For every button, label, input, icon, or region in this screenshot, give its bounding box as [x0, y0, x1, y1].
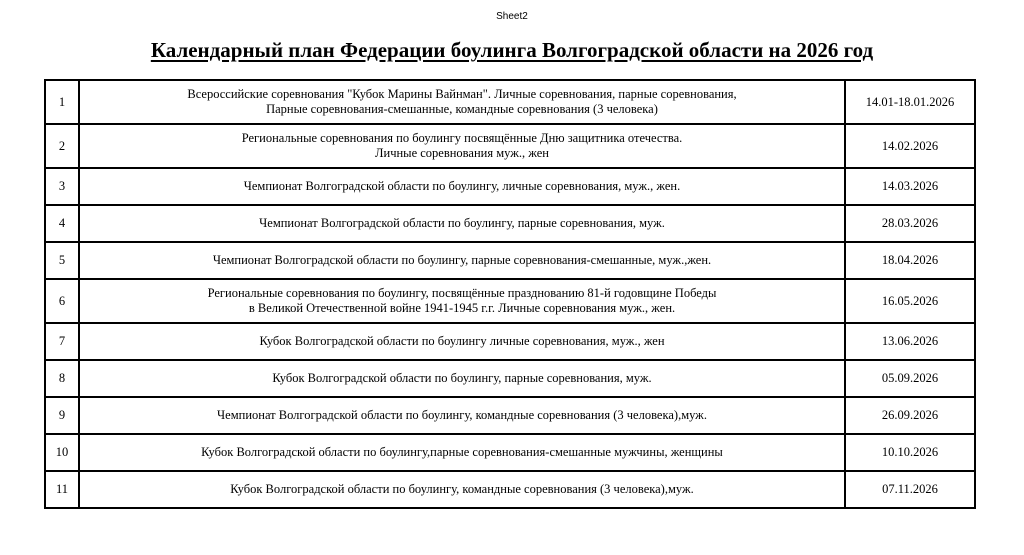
event-title-line: Региональные соревнования по боулингу посвящённые Дню защитника отечества. [241, 131, 683, 145]
table-row [45, 279, 975, 323]
event-title-line: Чемпионат Волгоградской области по боулингу, командные соревнования (3 человека),муж. [217, 408, 707, 422]
event-title [79, 471, 845, 508]
table-row [45, 434, 975, 471]
event-date: 16.05.2026 [845, 279, 975, 323]
event-date: 18.04.2026 [845, 242, 975, 279]
event-number: 4 [45, 205, 79, 242]
event-schedule-table [44, 79, 976, 509]
table-row [45, 205, 975, 242]
event-date: 13.06.2026 [845, 323, 975, 360]
event-date: 10.10.2026 [845, 434, 975, 471]
event-number: 7 [45, 323, 79, 360]
sheet-label: Sheet2 [496, 11, 528, 22]
event-date: 07.11.2026 [845, 471, 975, 508]
table-row [45, 397, 975, 434]
event-number: 11 [45, 471, 79, 508]
event-title-line: Кубок Волгоградской области по боулингу, парные соревнования, муж. [272, 371, 652, 385]
event-title [79, 323, 845, 360]
event-date: 14.03.2026 [845, 168, 975, 205]
event-date: 26.09.2026 [845, 397, 975, 434]
event-number: 1 [45, 80, 79, 124]
event-title-line: Кубок Волгоградской области по боулингу личные соревнования, муж., жен [259, 334, 665, 348]
event-number: 6 [45, 279, 79, 323]
event-title-line: в Великой Отечественной войне 1941-1945 г.г. Личные соревнования муж., жен. [248, 301, 676, 315]
event-title [79, 434, 845, 471]
event-title-line: Личные соревнования муж., жен [375, 146, 549, 160]
event-title [79, 397, 845, 434]
event-number: 9 [45, 397, 79, 434]
event-title [79, 124, 845, 168]
event-title [79, 80, 845, 124]
event-title-line: Региональные соревнования по боулингу, посвящённые празднованию 81-й годовщине Победы [207, 286, 717, 300]
event-title-line: Всероссийские соревнования "Кубок Марины Вайнман". Личные соревнования, парные соревнования, [187, 87, 737, 101]
event-number: 8 [45, 360, 79, 397]
table-row [45, 124, 975, 168]
event-title-line: Чемпионат Волгоградской области по боулингу, парные соревнования-смешанные, муж.,жен. [212, 253, 712, 267]
event-number: 10 [45, 434, 79, 471]
event-number: 2 [45, 124, 79, 168]
event-date: 14.01-18.01.2026 [845, 80, 975, 124]
event-date: 28.03.2026 [845, 205, 975, 242]
event-title [79, 168, 845, 205]
event-date: 14.02.2026 [845, 124, 975, 168]
event-title-line: Кубок Волгоградской области по боулингу,парные соревнования-смешанные мужчины, женщины [201, 445, 723, 459]
table-row [45, 471, 975, 508]
event-number: 5 [45, 242, 79, 279]
event-title [79, 279, 845, 323]
event-title-line: Чемпионат Волгоградской области по боулингу, личные соревнования, муж., жен. [243, 179, 681, 193]
event-number: 3 [45, 168, 79, 205]
event-title [79, 360, 845, 397]
table-row [45, 242, 975, 279]
table-row [45, 168, 975, 205]
table-row [45, 80, 975, 124]
event-schedule-body [45, 80, 975, 508]
event-title-line: Чемпионат Волгоградской области по боулингу, парные соревнования, муж. [259, 216, 665, 230]
document-title: Календарный план Федерации боулинга Волгоградской области на 2026 год [150, 38, 874, 62]
event-title-line: Кубок Волгоградской области по боулингу, командные соревнования (3 человека),муж. [230, 482, 694, 496]
event-title [79, 205, 845, 242]
event-title-line: Парные соревнования-смешанные, командные соревнования (3 человека) [266, 102, 658, 116]
event-date: 05.09.2026 [845, 360, 975, 397]
table-row [45, 323, 975, 360]
event-title [79, 242, 845, 279]
table-row [45, 360, 975, 397]
